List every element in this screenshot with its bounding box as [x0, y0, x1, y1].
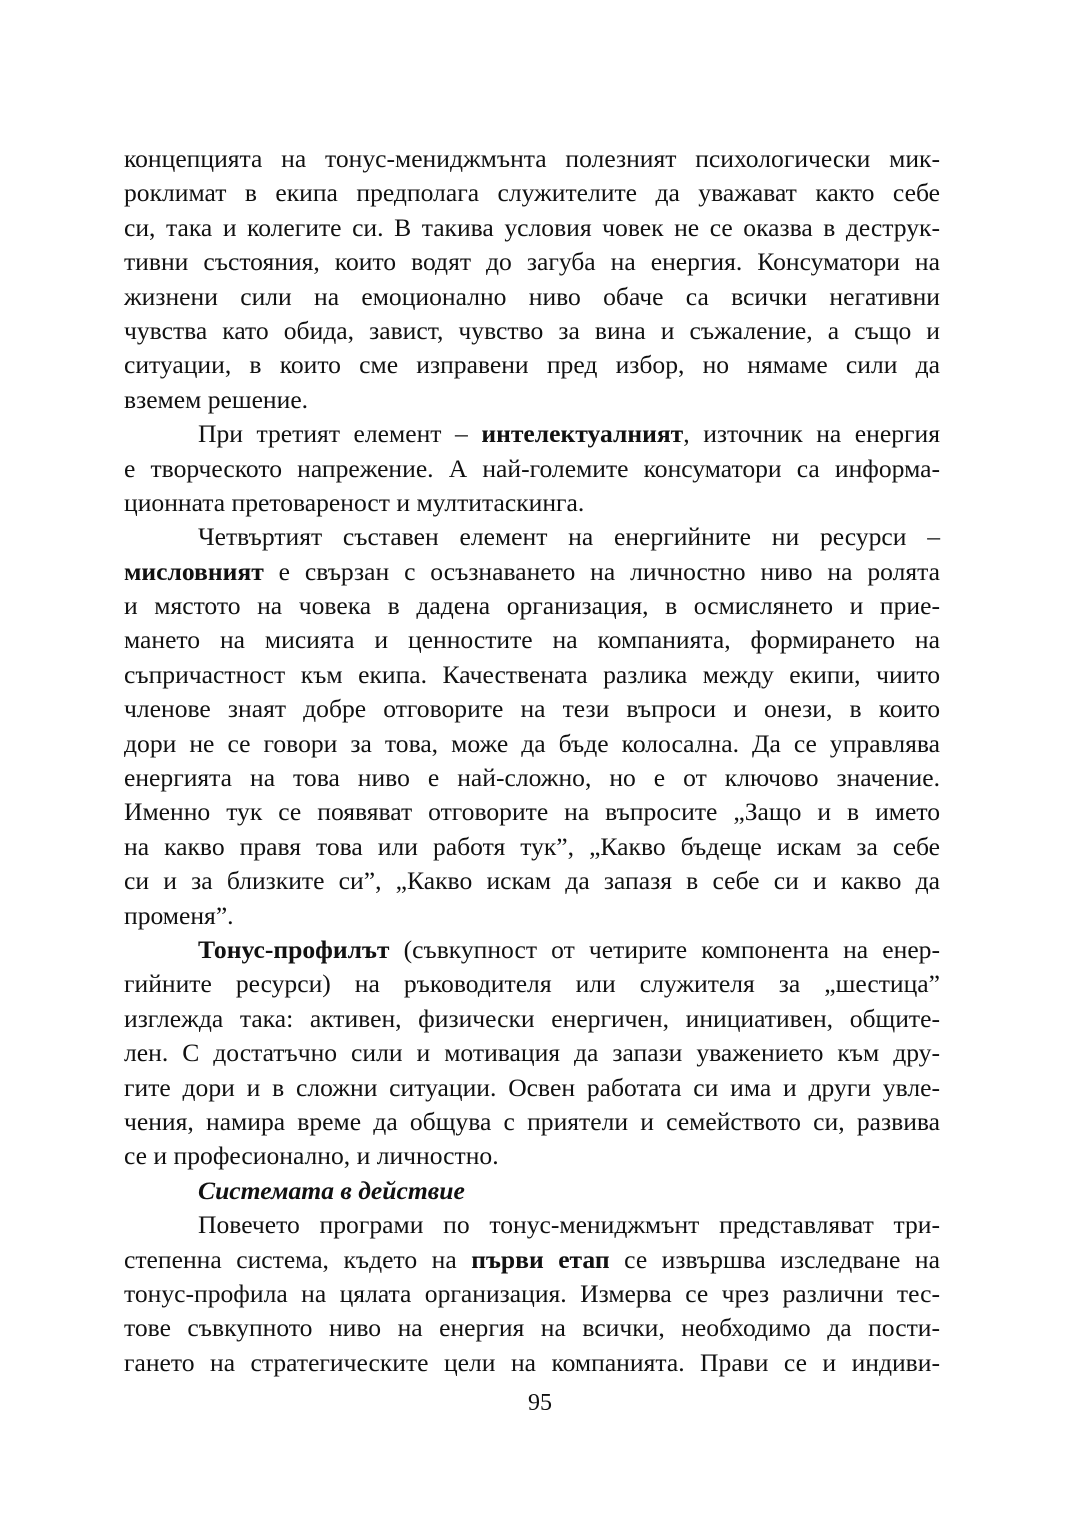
text-line: енергията на това ниво е най-сложно, но е от ключово значение. [124, 763, 940, 793]
text-line: лен. С достатъчно сили и мотивация да запази уважението към дру- [124, 1038, 940, 1068]
term-intellectual: интелектуалният [481, 419, 684, 449]
text-line: мането на мисията и ценностите на компанията, формирането на [124, 625, 940, 655]
text-line: роклимат в екипа предполага служителите да уважават както себе [124, 178, 940, 208]
text-line: концепцията на тонус-мениджмънта полезният психологически мик- [124, 144, 940, 173]
text-line: степенна система, където на първи етап се извършва изследване на [124, 1244, 940, 1274]
text-line: Четвъртият съставен елемент на енергийните ни ресурси – [198, 522, 940, 552]
text-line: си и за близките си”, „Какво искам да запазя в себе си и какво да [124, 866, 940, 896]
text-line: чувства като обида, завист, чувство за вина и съжаление, а също и [124, 315, 940, 345]
text-line: Тонус-профилът (съвкупност от четирите компонента на енер- [198, 934, 940, 964]
body-text [124, 142, 940, 1380]
text-line: на какво правя това или работя тук”, „Какво бъдеще искам за себе [124, 831, 940, 861]
term-tonus-profile: Тонус-профилът [198, 934, 390, 964]
term-mental: мисловният [124, 556, 264, 586]
text-line: гането на стратегическите цели на компанията. Прави се и индиви- [124, 1347, 940, 1377]
text-line: и мястото на човека в дадена организация, в осмислянето и прие- [124, 591, 940, 621]
text-line: ционната претовареност и мултитаскинга. [124, 487, 585, 517]
text-line: ситуации, в които сме изправени пред избор, но нямаме сили да [124, 350, 940, 380]
term-first-stage: първи етап [471, 1244, 610, 1274]
text-line: членове знаят добре отговорите на тези въпроси и онези, в които [124, 694, 940, 724]
section-heading: Системата в действие [198, 1175, 465, 1205]
page-number: 95 [528, 1390, 552, 1416]
text-line: гийните ресурси) на ръководителя или служителя за „шестица” [124, 969, 940, 999]
text-line: При третият елемент – интелектуалният, източник на енергия [198, 419, 940, 449]
text-line: променя”. [124, 900, 234, 930]
text-line: Именно тук се появяват отговорите на въпросите „Защо и в името [124, 797, 940, 827]
text-line: гите дори и в сложни ситуации. Освен работата си има и други увле- [124, 1072, 940, 1102]
text-line: тове съвкупното ниво на енергия на всички, необходимо да пости- [124, 1313, 940, 1343]
text-line: е творческото напрежение. А най-големите консуматори са информа- [124, 453, 940, 483]
text-line: дори не се говори за това, може да бъде колосална. Да се управлява [124, 728, 940, 758]
text-line: тивни състояния, които водят до загуба на енергия. Консуматори на [124, 247, 940, 277]
text-line: вземем решение. [124, 384, 309, 414]
text-line: се и професионално, и личностно. [124, 1141, 499, 1171]
text-line: жизнени сили на емоционално ниво обаче са всички негативни [124, 281, 940, 311]
text-line: чения, намира време да общува с приятели и семейството си, развива [124, 1106, 940, 1136]
text-line: изглежда така: активен, физически енергичен, инициативен, общите- [124, 1003, 940, 1033]
text-line: тонус-профила на цялата организация. Измерва се чрез различни тес- [124, 1278, 940, 1308]
text-line: Повечето програми по тонус-мениджмънт представляват три- [198, 1210, 940, 1240]
text-line: мисловният е свързан с осъзнаването на личностно ниво на ролята [124, 556, 940, 586]
text-line: си, така и колегите си. В такива условия човек не се оказва в деструк- [124, 212, 940, 242]
text-line: съпричастност към екипа. Качествената разлика между екипи, чиито [124, 659, 940, 689]
